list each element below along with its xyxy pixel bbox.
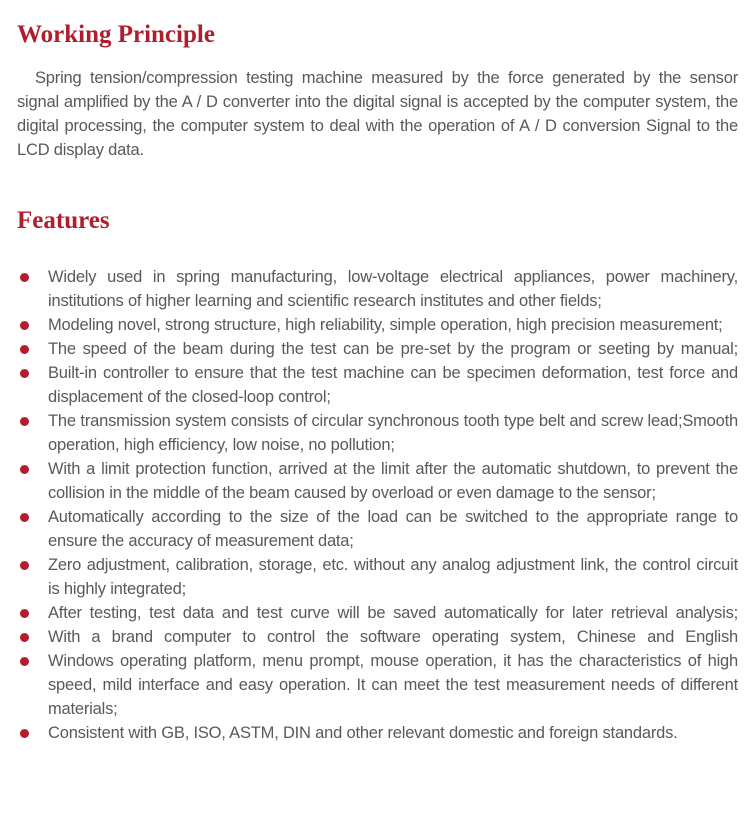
- features-title: Features: [17, 207, 110, 234]
- bullet-icon: [20, 561, 29, 570]
- feature-item: [17, 337, 738, 361]
- bullet-icon: [20, 321, 29, 330]
- feature-item-text: Widely used in spring manufacturing, low-voltage electrical appliances, power machinery, institutions of higher learning and scientific research institutes and other fields;: [48, 268, 738, 310]
- feature-item: [17, 313, 738, 337]
- feature-item: [17, 265, 738, 313]
- feature-item: [17, 505, 738, 553]
- feature-item: [17, 457, 738, 505]
- bullet-icon: [20, 417, 29, 426]
- feature-item: [17, 625, 738, 649]
- bullet-icon: [20, 273, 29, 282]
- feature-item-text: Modeling novel, strong structure, high reliability, simple operation, high precision measurement;: [48, 316, 723, 334]
- feature-item-text: After testing, test data and test curve will be saved automatically for later retrieval analysis;: [48, 604, 738, 622]
- feature-item: [17, 361, 738, 409]
- working-principle-title: Working Principle: [17, 21, 215, 48]
- section-working-principle: [17, 22, 738, 162]
- bullet-icon: [20, 729, 29, 738]
- feature-item-text: Built-in controller to ensure that the test machine can be specimen deformation, test force and displacement of the closed-loop control;: [48, 364, 738, 406]
- working-principle-paragraph: Spring tension/compression testing machine measured by the force generated by the sensor signal amplified by the A / D converter into the digital signal is accepted by the computer system, the digital processing, the computer system to deal with the operation of A / D conversion Signal to the LCD display data.: [17, 69, 738, 159]
- bullet-icon: [20, 465, 29, 474]
- feature-item-text: With a limit protection function, arrived at the limit after the automatic shutdown, to prevent the collision in the middle of the beam caused by overload or even damage to the sensor;: [48, 460, 738, 502]
- feature-item: [17, 649, 738, 721]
- bullet-icon: [20, 345, 29, 354]
- page: [0, 22, 750, 745]
- feature-item-text: Windows operating platform, menu prompt, mouse operation, it has the characteristics of high speed, mild interface and easy operation. It can meet the test measurement needs of different materials;: [48, 652, 738, 718]
- feature-item-text: The transmission system consists of circular synchronous tooth type belt and screw lead;Smooth operation, high efficiency, low noise, no pollution;: [48, 412, 738, 454]
- features-list: [17, 265, 738, 745]
- feature-item: [17, 601, 738, 625]
- bullet-icon: [20, 633, 29, 642]
- feature-item-text: Zero adjustment, calibration, storage, etc. without any analog adjustment link, the control circuit is highly integrated;: [48, 556, 738, 598]
- feature-item-text: Automatically according to the size of the load can be switched to the appropriate range to ensure the accuracy of measurement data;: [48, 508, 738, 550]
- bullet-icon: [20, 369, 29, 378]
- feature-item-text: With a brand computer to control the software operating system, Chinese and English: [48, 628, 738, 646]
- feature-item-text: Consistent with GB, ISO, ASTM, DIN and other relevant domestic and foreign standards.: [48, 724, 678, 742]
- feature-item-text: The speed of the beam during the test can be pre-set by the program or seeting by manual;: [48, 340, 738, 358]
- feature-item: [17, 409, 738, 457]
- bullet-icon: [20, 513, 29, 522]
- bullet-icon: [20, 657, 29, 666]
- feature-item: [17, 553, 738, 601]
- section-features: [17, 208, 738, 745]
- bullet-icon: [20, 609, 29, 618]
- feature-item: [17, 721, 738, 745]
